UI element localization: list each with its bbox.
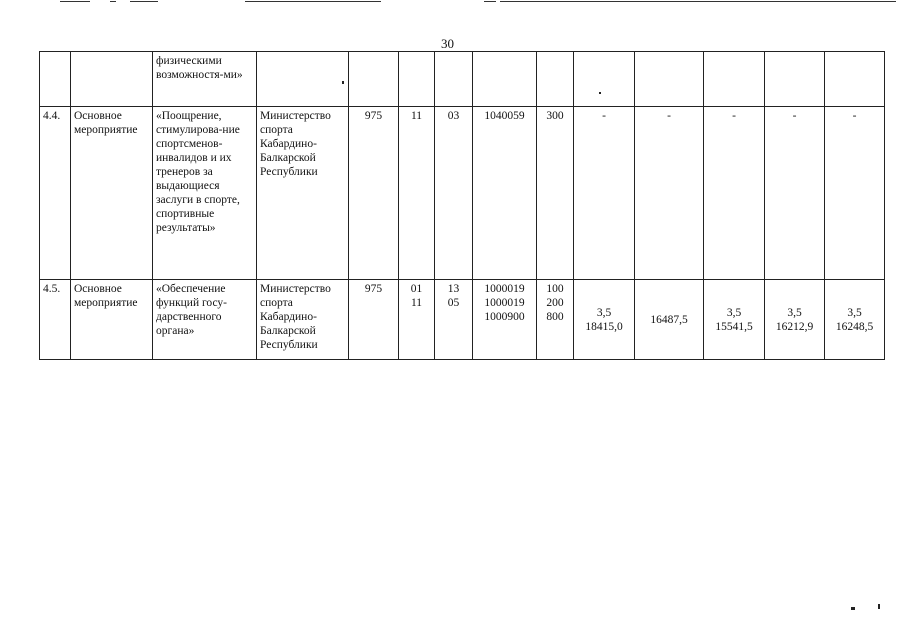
- cell-rz: 11: [399, 107, 435, 280]
- cell-year-3: -: [704, 107, 765, 280]
- cell-grbs: 975: [349, 280, 399, 360]
- cell-year-1: -: [574, 107, 635, 280]
- table-row-4-5: [40, 280, 885, 360]
- scan-speck: [342, 81, 344, 84]
- cell-status: Основное мероприятие: [71, 280, 153, 360]
- cell-num: 4.4.: [40, 107, 71, 280]
- table-row-continuation: [40, 52, 885, 107]
- cell-executor: [257, 52, 349, 107]
- scan-speck: [851, 607, 855, 610]
- cell-num: 4.5.: [40, 280, 71, 360]
- cell-pr: 03: [435, 107, 473, 280]
- cell-year-3: 3,5 15541,5: [704, 280, 765, 360]
- cell-year-4: [765, 52, 825, 107]
- cell-rz: 01 11: [399, 280, 435, 360]
- cell-year-4: -: [765, 107, 825, 280]
- scan-speck: [599, 92, 601, 94]
- program-table: [39, 51, 885, 360]
- cell-csr: 1040059: [473, 107, 537, 280]
- cell-year-5: [825, 52, 885, 107]
- cell-name: физическими возможностя-ми»: [153, 52, 257, 107]
- page-number: 30: [441, 36, 454, 51]
- cell-grbs: [349, 52, 399, 107]
- cell-csr: 1000019 1000019 1000900: [473, 280, 537, 360]
- cell-num: [40, 52, 71, 107]
- cell-year-5: 3,5 16248,5: [825, 280, 885, 360]
- top-edge-marks: [0, 0, 905, 6]
- cell-vr: 300: [537, 107, 574, 280]
- cell-vr: 100 200 800: [537, 280, 574, 360]
- scan-speck: [878, 604, 880, 609]
- cell-name: «Обеспечение функций госу-дарственного органа»: [153, 280, 257, 360]
- cell-status: Основное мероприятие: [71, 107, 153, 280]
- cell-year-4: 3,5 16212,9: [765, 280, 825, 360]
- cell-year-5: -: [825, 107, 885, 280]
- table-row-4-4: [40, 107, 885, 280]
- cell-year-2: -: [635, 107, 704, 280]
- cell-csr: [473, 52, 537, 107]
- cell-year-2: 16487,5: [635, 280, 704, 360]
- cell-executor: Министерство спорта Кабардино-Балкарской Республики: [257, 107, 349, 280]
- cell-vr: [537, 52, 574, 107]
- cell-pr: [435, 52, 473, 107]
- cell-pr: 13 05: [435, 280, 473, 360]
- cell-name: «Поощрение, стимулирова-ние спортсменов-инвалидов и их тренеров за выдающиеся заслуги в спорте, спортивные результаты»: [153, 107, 257, 280]
- cell-year-3: [704, 52, 765, 107]
- cell-status: [71, 52, 153, 107]
- cell-rz: [399, 52, 435, 107]
- cell-grbs: 975: [349, 107, 399, 280]
- cell-executor: Министерство спорта Кабардино-Балкарской Республики: [257, 280, 349, 360]
- cell-year-1: 3,5 18415,0: [574, 280, 635, 360]
- cell-year-2: [635, 52, 704, 107]
- cell-year-1: [574, 52, 635, 107]
